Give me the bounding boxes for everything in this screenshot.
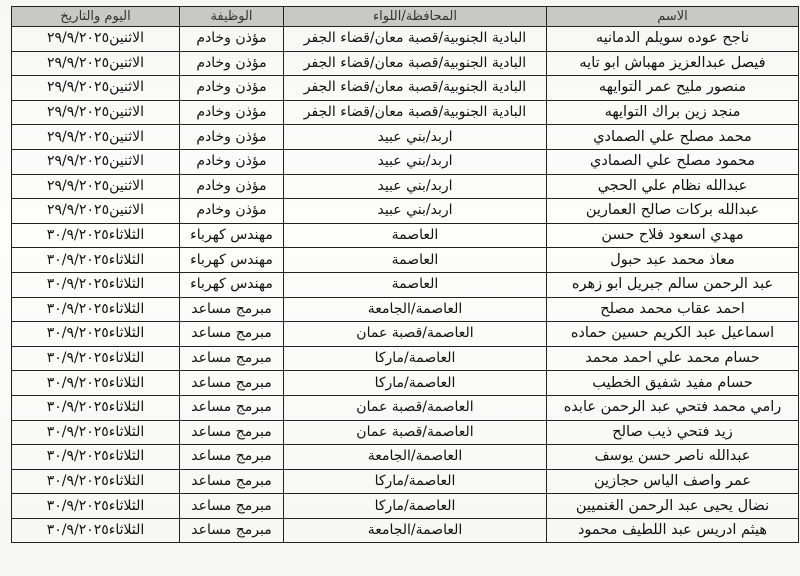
cell-name: عبدالله نظام علي الحجي: [547, 174, 799, 199]
table-row: [12, 223, 799, 248]
table-row: [12, 199, 799, 224]
table-row: [12, 395, 799, 420]
cell-governorate: العاصمة/الجامعة: [284, 518, 547, 543]
header-job: الوظيفة: [180, 7, 284, 27]
cell-governorate: البادية الجنوبية/قصبة معان/قضاء الجفر: [284, 27, 547, 52]
cell-governorate: العاصمة/قصبة عمان: [284, 322, 547, 347]
cell-job: مبرمج مساعد: [180, 518, 284, 543]
cell-name: منصور مليح عمر التوايهه: [547, 76, 799, 101]
cell-name: فيصل عبدالعزيز مهباش ابو تايه: [547, 51, 799, 76]
cell-date: الاثنين٢٩/٩/٢٠٢٥: [12, 27, 180, 52]
cell-job: مبرمج مساعد: [180, 371, 284, 396]
cell-governorate: العاصمة/قصبة عمان: [284, 420, 547, 445]
cell-governorate: العاصمة: [284, 272, 547, 297]
cell-date: الثلاثاء٣٠/٩/٢٠٢٥: [12, 272, 180, 297]
cell-governorate: العاصمة/ماركا: [284, 371, 547, 396]
cell-name: حسام مفيد شفيق الخطيب: [547, 371, 799, 396]
cell-governorate: العاصمة: [284, 248, 547, 273]
cell-job: مؤذن وخادم: [180, 125, 284, 150]
cell-date: الثلاثاء٣٠/٩/٢٠٢٥: [12, 445, 180, 470]
cell-governorate: العاصمة/الجامعة: [284, 445, 547, 470]
header-governorate: المحافظة/اللواء: [284, 7, 547, 27]
cell-date: الاثنين٢٩/٩/٢٠٢٥: [12, 199, 180, 224]
cell-governorate: العاصمة/ماركا: [284, 469, 547, 494]
cell-governorate: اربد/بني عبيد: [284, 174, 547, 199]
table-row: [12, 51, 799, 76]
cell-job: مبرمج مساعد: [180, 445, 284, 470]
cell-job: مبرمج مساعد: [180, 469, 284, 494]
table-row: [12, 174, 799, 199]
cell-date: الثلاثاء٣٠/٩/٢٠٢٥: [12, 494, 180, 519]
cell-name: حسام محمد علي احمد محمد: [547, 346, 799, 371]
cell-governorate: اربد/بني عبيد: [284, 125, 547, 150]
cell-governorate: العاصمة/ماركا: [284, 494, 547, 519]
table-row: [12, 272, 799, 297]
cell-name: عبدالله ناصر حسن يوسف: [547, 445, 799, 470]
cell-date: الاثنين٢٩/٩/٢٠٢٥: [12, 51, 180, 76]
cell-name: ناجح عوده سويلم الدمانيه: [547, 27, 799, 52]
table-row: [12, 248, 799, 273]
cell-job: مهندس كهرباء: [180, 248, 284, 273]
cell-governorate: اربد/بني عبيد: [284, 149, 547, 174]
cell-date: الثلاثاء٣٠/٩/٢٠٢٥: [12, 322, 180, 347]
cell-name: احمد عقاب محمد مصلح: [547, 297, 799, 322]
cell-job: مؤذن وخادم: [180, 100, 284, 125]
table-header-row: [12, 7, 799, 27]
cell-date: الثلاثاء٣٠/٩/٢٠٢٥: [12, 420, 180, 445]
cell-date: الثلاثاء٣٠/٩/٢٠٢٥: [12, 371, 180, 396]
table-row: [12, 125, 799, 150]
cell-name: نضال يحيى عبد الرحمن الغنميين: [547, 494, 799, 519]
cell-governorate: اربد/بني عبيد: [284, 199, 547, 224]
cell-date: الاثنين٢٩/٩/٢٠٢٥: [12, 125, 180, 150]
cell-name: زيد فتحي ذيب صالح: [547, 420, 799, 445]
table-row: [12, 494, 799, 519]
cell-date: الثلاثاء٣٠/٩/٢٠٢٥: [12, 297, 180, 322]
cell-job: مؤذن وخادم: [180, 149, 284, 174]
appointments-table: [11, 6, 799, 543]
cell-name: محمد مصلح علي الصمادي: [547, 125, 799, 150]
cell-governorate: العاصمة/الجامعة: [284, 297, 547, 322]
cell-name: رامي محمد فتحي عبد الرحمن عابده: [547, 395, 799, 420]
table-row: [12, 346, 799, 371]
cell-governorate: العاصمة: [284, 223, 547, 248]
cell-date: الثلاثاء٣٠/٩/٢٠٢٥: [12, 223, 180, 248]
cell-date: الاثنين٢٩/٩/٢٠٢٥: [12, 149, 180, 174]
cell-date: الثلاثاء٣٠/٩/٢٠٢٥: [12, 469, 180, 494]
table-row: [12, 371, 799, 396]
table-row: [12, 469, 799, 494]
table-row: [12, 518, 799, 543]
cell-date: الثلاثاء٣٠/٩/٢٠٢٥: [12, 395, 180, 420]
cell-governorate: البادية الجنوبية/قصبة معان/قضاء الجفر: [284, 100, 547, 125]
table-row: [12, 27, 799, 52]
table-row: [12, 100, 799, 125]
cell-name: عمر واصف الياس حجازين: [547, 469, 799, 494]
cell-job: مهندس كهرباء: [180, 272, 284, 297]
table-body: [12, 27, 799, 543]
cell-name: مهدي اسعود فلاح حسن: [547, 223, 799, 248]
cell-name: محمود مصلح علي الصمادي: [547, 149, 799, 174]
cell-job: مبرمج مساعد: [180, 297, 284, 322]
cell-job: مهندس كهرباء: [180, 223, 284, 248]
cell-name: عبد الرحمن سالم جبريل ابو زهره: [547, 272, 799, 297]
cell-date: الاثنين٢٩/٩/٢٠٢٥: [12, 174, 180, 199]
table-row: [12, 297, 799, 322]
table-row: [12, 322, 799, 347]
table-row: [12, 445, 799, 470]
cell-date: الثلاثاء٣٠/٩/٢٠٢٥: [12, 346, 180, 371]
cell-job: مبرمج مساعد: [180, 395, 284, 420]
cell-governorate: العاصمة/قصبة عمان: [284, 395, 547, 420]
cell-date: الاثنين٢٩/٩/٢٠٢٥: [12, 100, 180, 125]
cell-date: الاثنين٢٩/٩/٢٠٢٥: [12, 76, 180, 101]
table-row: [12, 149, 799, 174]
cell-governorate: البادية الجنوبية/قصبة معان/قضاء الجفر: [284, 76, 547, 101]
cell-job: مؤذن وخادم: [180, 51, 284, 76]
cell-job: مؤذن وخادم: [180, 27, 284, 52]
cell-name: منجد زين براك التوايهه: [547, 100, 799, 125]
cell-name: اسماعيل عبد الكريم حسين حماده: [547, 322, 799, 347]
cell-job: مبرمج مساعد: [180, 494, 284, 519]
cell-name: معاذ محمد عبد حبول: [547, 248, 799, 273]
cell-job: مؤذن وخادم: [180, 174, 284, 199]
cell-governorate: العاصمة/ماركا: [284, 346, 547, 371]
cell-date: الثلاثاء٣٠/٩/٢٠٢٥: [12, 248, 180, 273]
cell-job: مبرمج مساعد: [180, 346, 284, 371]
cell-job: مؤذن وخادم: [180, 199, 284, 224]
cell-job: مؤذن وخادم: [180, 76, 284, 101]
cell-governorate: البادية الجنوبية/قصبة معان/قضاء الجفر: [284, 51, 547, 76]
header-date: اليوم والتاريخ: [12, 7, 180, 27]
cell-name: هيثم ادريس عبد اللطيف محمود: [547, 518, 799, 543]
cell-job: مبرمج مساعد: [180, 322, 284, 347]
table-row: [12, 420, 799, 445]
cell-job: مبرمج مساعد: [180, 420, 284, 445]
cell-name: عبدالله بركات صالح العمارين: [547, 199, 799, 224]
header-name: الاسم: [547, 7, 799, 27]
table-row: [12, 76, 799, 101]
cell-date: الثلاثاء٣٠/٩/٢٠٢٥: [12, 518, 180, 543]
